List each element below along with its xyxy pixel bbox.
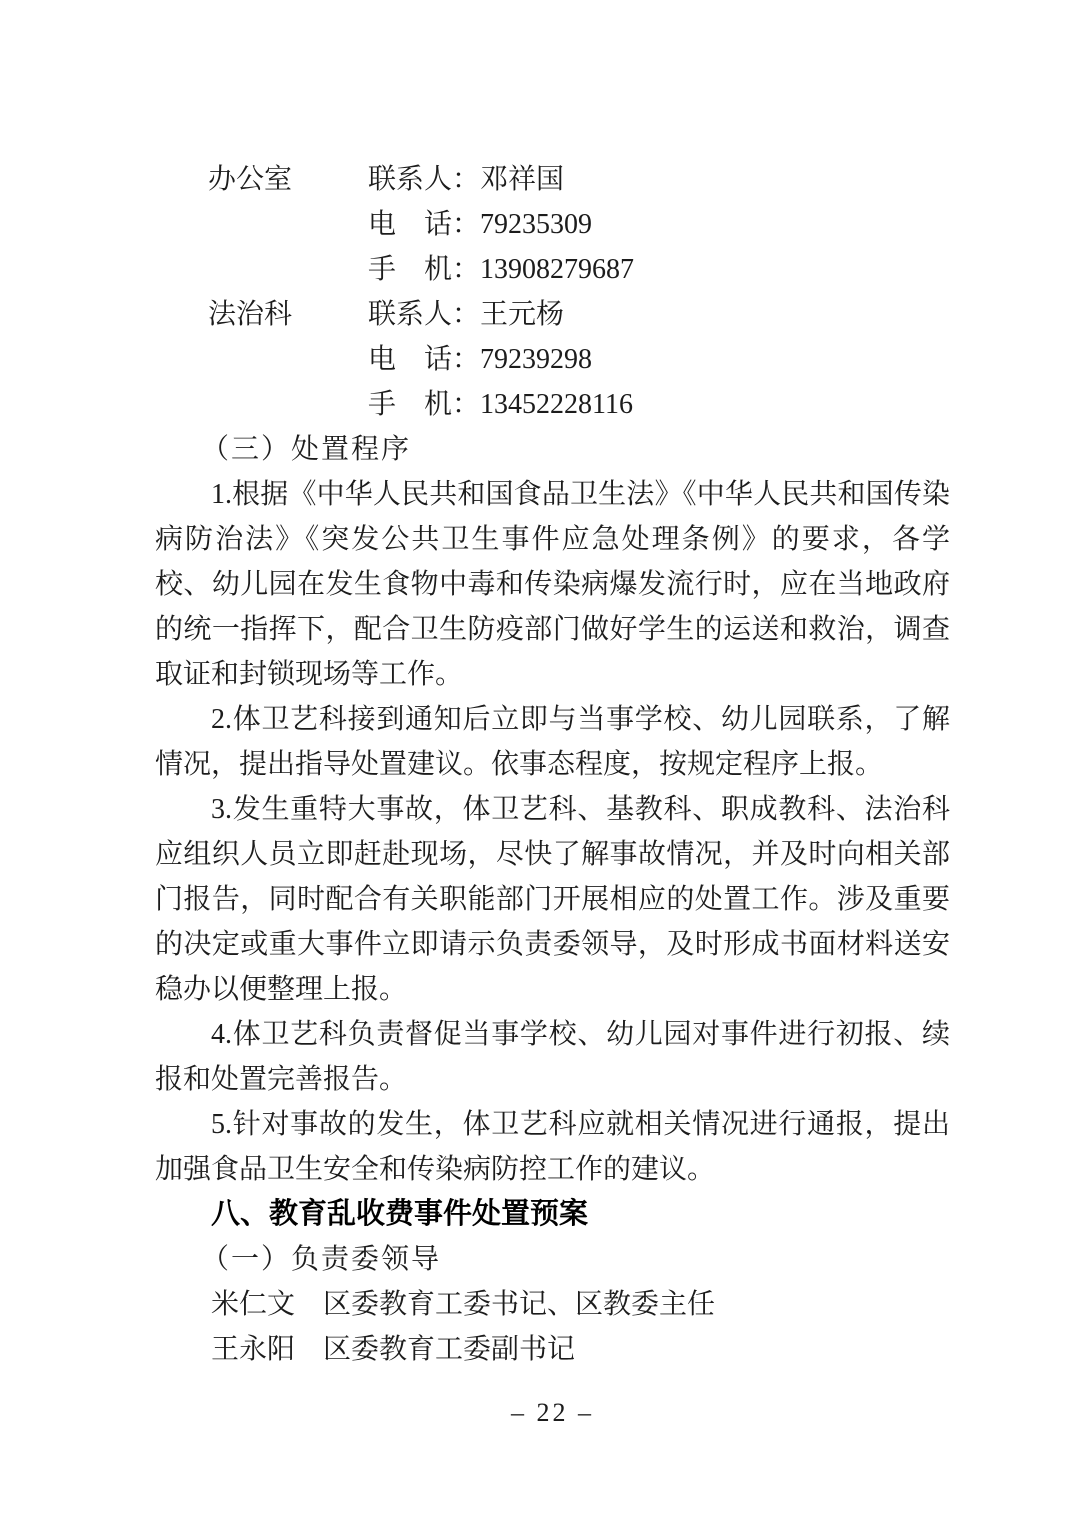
- contact-group: [155, 157, 950, 292]
- contact-dept: 法治科: [208, 299, 293, 330]
- contact-label: 电 话：: [368, 209, 481, 240]
- contact-line: [368, 292, 950, 337]
- contact-line: [368, 157, 950, 202]
- procedure-paragraph: 2.体卫艺科接到通知后立即与当事学校、幼儿园联系，了解情况，提出指导处置建议。依事态程度，按规定程序上报。: [155, 704, 950, 780]
- contact-label: 联系人：: [368, 299, 481, 330]
- section-heading-disposal-procedure: （三）处置程序: [201, 434, 412, 465]
- contact-list: [155, 157, 950, 427]
- leader-title: 区委教育工委书记、区教委主任: [323, 1289, 716, 1320]
- contact-line: [368, 202, 950, 247]
- procedure-paragraph: 5.针对事故的发生，体卫艺科应就相关情况进行通报，提出加强食品卫生安全和传染病防控工作的建议。: [155, 1109, 950, 1185]
- procedure-paragraphs: [155, 472, 950, 1192]
- contact-line: [368, 337, 950, 382]
- leader-row: [155, 1282, 950, 1327]
- contact-line: [368, 247, 950, 292]
- contact-group: [155, 292, 950, 427]
- procedure-paragraph: 1.根据《中华人民共和国食品卫生法》《中华人民共和国传染病防治法》《突发公共卫生事件应急处理条例》的要求，各学校、幼儿园在发生食物中毒和传染病爆发流行时，应在当地政府的统一指挥下，配合卫生防疫部门做好学生的运送和救治，调查取证和封锁现场等工作。: [155, 479, 950, 690]
- contact-label: 电 话：: [368, 344, 481, 375]
- procedure-paragraph: 4.体卫艺科负责督促当事学校、幼儿园对事件进行初报、续报和处置完善报告。: [155, 1019, 950, 1095]
- contact-lines: [368, 157, 950, 292]
- procedure-paragraph: 3.发生重特大事故，体卫艺科、基教科、职成教科、法治科应组织人员立即赶赴现场，尽快了解事故情况，并及时向相关部门报告，同时配合有关职能部门开展相应的处置工作。涉及重要的决定或重大事件立即请示负责委领导，及时形成书面材料送安稳办以便整理上报。: [155, 794, 950, 1005]
- section-heading-edu-fee-plan: 八、教育乱收费事件处置预案: [211, 1198, 589, 1230]
- leader-row: [155, 1327, 950, 1372]
- page-number: – 22 –: [511, 1398, 594, 1427]
- contact-value: 邓祥国: [480, 164, 565, 195]
- leader-list: [155, 1282, 950, 1372]
- contact-value: 王元杨: [480, 299, 565, 330]
- contact-value: 79235309: [480, 209, 593, 240]
- contact-line: [368, 382, 950, 427]
- leader-name: 米仁文: [211, 1289, 296, 1320]
- contact-label: 手 机：: [368, 389, 481, 420]
- sub-heading-responsible-leaders: （一）负责委领导: [201, 1244, 442, 1275]
- contact-value: 79239298: [480, 344, 593, 375]
- page-content: [155, 157, 950, 1372]
- contact-value: 13452228116: [480, 389, 633, 420]
- contact-value: 13908279687: [480, 254, 635, 285]
- contact-label: 手 机：: [368, 254, 481, 285]
- leader-name: 王永阳: [211, 1334, 296, 1365]
- contact-label: 联系人：: [368, 164, 481, 195]
- contact-dept: 办公室: [208, 164, 293, 195]
- leader-title: 区委教育工委副书记: [323, 1334, 576, 1365]
- contact-lines: [368, 292, 950, 427]
